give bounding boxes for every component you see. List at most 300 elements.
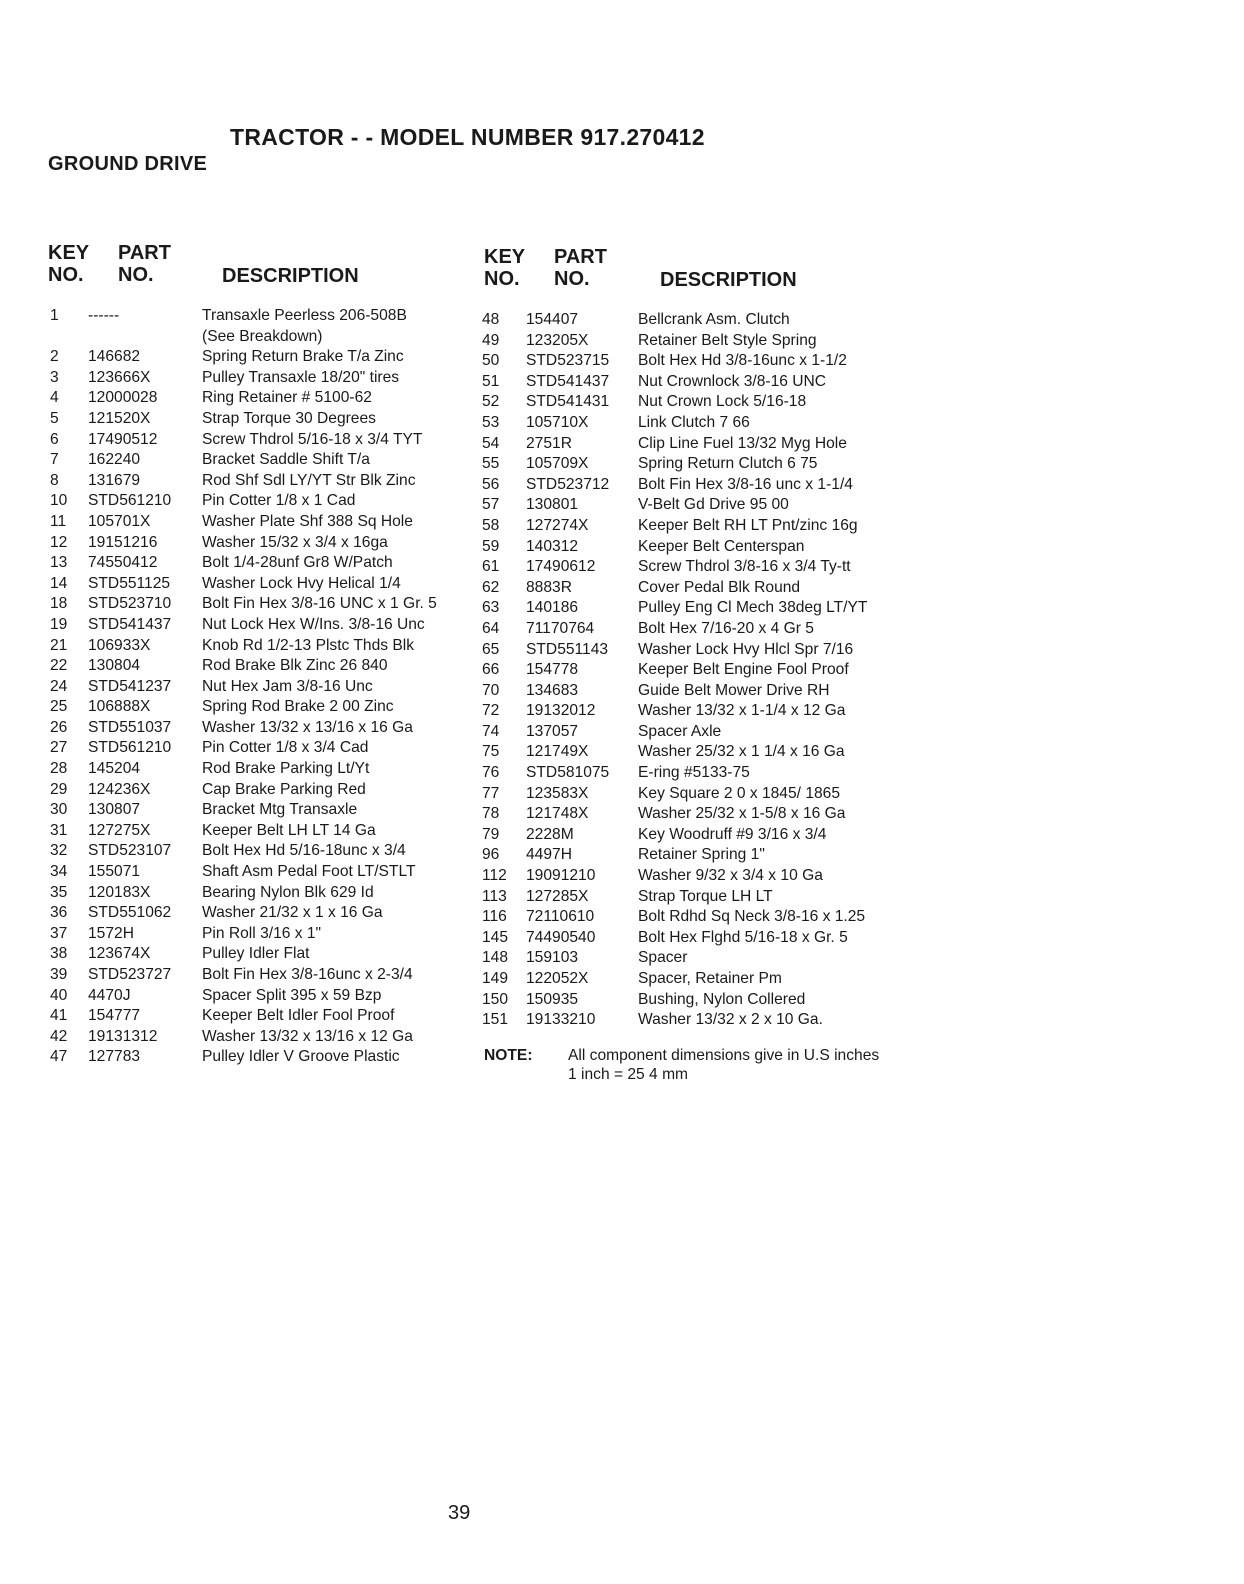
parts-row (44, 944, 464, 965)
part-description: Retainer Belt Style Spring (638, 331, 817, 349)
parts-row (44, 471, 464, 492)
parts-row (480, 845, 900, 866)
part-number: 150935 (526, 990, 579, 1008)
right-parts-list (480, 310, 900, 1031)
key-number: 58 (482, 516, 500, 534)
part-number: STD523727 (88, 966, 172, 983)
key-number: 39 (50, 966, 68, 983)
key-number: 53 (482, 413, 500, 431)
part-description: Knob Rd 1/2-13 Plstc Thds Blk (202, 636, 415, 654)
key-number: 5 (50, 409, 59, 427)
part-description: Pin Roll 3/16 x 1" (202, 924, 322, 942)
part-description: Cover Pedal Blk Round (638, 578, 801, 596)
parts-row (480, 825, 900, 846)
part-description: Screw Thdrol 5/16-18 x 3/4 TYT (202, 430, 423, 448)
key-number: 14 (50, 574, 68, 592)
part-number: STD551062 (88, 904, 172, 922)
key-number: 3 (50, 368, 59, 386)
part-description: Washer 13/32 x 1-1/4 x 12 Ga (638, 702, 846, 720)
parts-row (480, 681, 900, 702)
parts-row (44, 512, 464, 533)
part-description: Washer Plate Shf 388 Sq Hole (202, 512, 413, 530)
part-number: 124236X (88, 780, 151, 798)
part-description: Clip Line Fuel 13/32 Myg Hole (638, 434, 847, 452)
key-number: 78 (482, 805, 500, 823)
key-number: 48 (482, 311, 500, 328)
part-description: Transaxle Peerless 206-508B (202, 307, 407, 324)
left-key-header-line2: NO. (48, 264, 84, 286)
key-number: 79 (482, 825, 500, 843)
part-description: Washer 9/32 x 3/4 x 10 Ga (638, 867, 823, 885)
parts-row (44, 656, 464, 677)
key-number: 25 (50, 698, 68, 716)
part-description: Pulley Transaxle 18/20" tires (202, 368, 400, 386)
part-number: STD541431 (526, 393, 610, 411)
key-number: 72 (482, 702, 500, 720)
part-description: Key Woodruff #9 3/16 x 3/4 (638, 825, 827, 843)
key-number: 56 (482, 475, 500, 493)
parts-row (44, 759, 464, 780)
key-number: 65 (482, 640, 500, 658)
parts-row (480, 351, 900, 372)
part-description: Keeper Belt RH LT Pnt/zinc 16g (638, 516, 858, 534)
parts-row (44, 903, 464, 924)
part-description: Bolt Fin Hex 3/8-16unc x 2-3/4 (202, 966, 413, 983)
key-number: 62 (482, 578, 500, 596)
part-description: Pin Cotter 1/8 x 1 Cad (202, 492, 356, 510)
page-number: 39 (448, 1502, 471, 1524)
key-number: 49 (482, 331, 500, 349)
key-number: 148 (482, 949, 509, 967)
part-description: E-ring #5133-75 (638, 764, 750, 782)
parts-row (44, 574, 464, 595)
part-description: Rod Shf Sdl LY/YT Str Blk Zinc (202, 471, 416, 489)
key-number: 22 (50, 657, 68, 675)
key-number: 59 (482, 537, 500, 555)
key-number: 32 (50, 842, 68, 860)
key-number: 7 (50, 451, 59, 469)
parts-row (480, 763, 900, 784)
parts-row (480, 392, 900, 413)
part-number: 19132012 (526, 702, 596, 720)
note-text: All component dimensions give in U.S inches 1 inch = 25 4 mm (568, 1047, 880, 1083)
key-number: 151 (482, 1011, 509, 1029)
parts-row (44, 924, 464, 945)
key-number: 50 (482, 352, 500, 370)
parts-row (44, 327, 464, 348)
part-description: Spring Return Brake T/a Zinc (202, 348, 404, 366)
part-description: Bolt Hex 7/16-20 x 4 Gr 5 (638, 619, 814, 637)
part-number: 74550412 (88, 554, 158, 572)
part-number: 105701X (88, 512, 151, 530)
parts-row (44, 677, 464, 698)
key-number: 27 (50, 739, 68, 757)
key-number: 149 (482, 970, 509, 987)
part-number: 2751R (526, 434, 572, 452)
part-description: Pulley Eng Cl Mech 38deg LT/YT (638, 599, 868, 617)
part-number: 127783 (88, 1048, 141, 1066)
key-number: 116 (482, 908, 507, 926)
parts-row (44, 986, 464, 1007)
part-number: 4497H (526, 846, 572, 864)
part-description: Washer 15/32 x 3/4 x 16ga (202, 533, 388, 551)
part-description: Washer 25/32 x 1 1/4 x 16 Ga (638, 743, 845, 761)
key-number: 37 (50, 924, 68, 942)
part-description: Cap Brake Parking Red (202, 780, 366, 798)
parts-row (480, 516, 900, 537)
parts-row (44, 862, 464, 883)
right-key-header-line1: KEY (484, 246, 526, 268)
part-number: 121749X (526, 743, 589, 761)
part-description: Ring Retainer # 5100-62 (202, 389, 372, 407)
part-number: STD541437 (526, 372, 610, 390)
parts-row (44, 347, 464, 368)
part-description: Bolt Fin Hex 3/8-16 unc x 1-1/4 (638, 475, 853, 493)
key-number: 41 (50, 1007, 68, 1025)
part-description: Bolt 1/4-28unf Gr8 W/Patch (202, 554, 393, 572)
part-description: Nut Hex Jam 3/8-16 Unc (202, 677, 373, 695)
key-number: 54 (482, 434, 500, 452)
parts-row (480, 907, 900, 928)
parts-row (44, 1047, 464, 1068)
part-number: 140186 (526, 599, 579, 617)
part-number: 120183X (88, 883, 151, 901)
part-number: 12000028 (88, 389, 158, 407)
part-number: 106933X (88, 636, 151, 654)
part-description: Shaft Asm Pedal Foot LT/STLT (202, 863, 416, 881)
parts-row (480, 537, 900, 558)
parts-row (44, 1027, 464, 1048)
parts-row (44, 553, 464, 574)
part-number: 123583X (526, 784, 589, 802)
parts-row (480, 413, 900, 434)
right-key-header-line2: NO. (484, 268, 520, 290)
part-number: 154778 (526, 661, 579, 679)
part-number: 1572H (88, 924, 134, 942)
part-number: STD523712 (526, 475, 610, 493)
left-part-header-line1: PART (118, 242, 171, 264)
part-number: 131679 (88, 471, 141, 489)
key-number: 34 (50, 863, 68, 881)
part-description: Bushing, Nylon Collered (638, 990, 806, 1008)
parts-row (44, 533, 464, 554)
part-description: Washer Lock Hvy Helical 1/4 (202, 574, 401, 592)
key-number: 57 (482, 496, 500, 514)
part-number: 19091210 (526, 867, 596, 885)
parts-row (480, 495, 900, 516)
key-number: 96 (482, 846, 500, 864)
part-number: 154777 (88, 1007, 141, 1025)
parts-row (44, 780, 464, 801)
part-number: 105710X (526, 413, 589, 431)
part-description: Nut Lock Hex W/Ins. 3/8-16 Unc (202, 615, 425, 633)
part-number: STD551143 (526, 640, 609, 658)
parts-row (480, 804, 900, 825)
part-number: 106888X (88, 698, 151, 716)
key-number: 30 (50, 801, 68, 819)
part-number: 17490512 (88, 430, 158, 448)
parts-row (480, 722, 900, 743)
part-description: Nut Crown Lock 5/16-18 (638, 393, 807, 411)
key-number: 150 (482, 990, 509, 1008)
parts-row (44, 368, 464, 389)
part-description: Screw Thdrol 3/8-16 x 3/4 Ty-tt (638, 558, 851, 576)
parts-row (480, 784, 900, 805)
part-number: 145204 (88, 760, 141, 778)
part-description: Rod Brake Blk Zinc 26 840 (202, 657, 388, 675)
key-number: 112 (482, 867, 507, 885)
part-description: Washer 13/32 x 13/16 x 16 Ga (202, 718, 413, 736)
parts-row (480, 640, 900, 661)
part-number: 2228M (526, 825, 574, 843)
part-number: 137057 (526, 722, 579, 740)
part-number: 127274X (526, 516, 589, 534)
part-number: ------ (88, 307, 120, 324)
parts-row (44, 738, 464, 759)
key-number: 6 (50, 430, 59, 448)
part-description: Spacer Split 395 x 59 Bzp (202, 986, 382, 1004)
key-number: 77 (482, 784, 500, 802)
key-number: 36 (50, 904, 68, 922)
part-number: 72110610 (526, 908, 595, 926)
part-description: Bolt Hex Hd 3/8-16unc x 1-1/2 (638, 352, 847, 370)
part-number: STD541437 (88, 615, 172, 633)
parts-row (44, 491, 464, 512)
part-description: Washer 21/32 x 1 x 16 Ga (202, 904, 383, 922)
part-description: Strap Torque 30 Degrees (202, 409, 376, 427)
part-number: STD581075 (526, 764, 610, 782)
part-description: Key Square 2 0 x 1845/ 1865 (638, 784, 841, 802)
right-part-header-line2: NO. (554, 268, 590, 290)
part-description: V-Belt Gd Drive 95 00 (638, 496, 789, 514)
part-number: STD551037 (88, 718, 172, 736)
key-number: 42 (50, 1027, 68, 1045)
page-title: TRACTOR - - MODEL NUMBER 917.270412 (230, 124, 705, 150)
part-description: Pulley Idler Flat (202, 945, 310, 963)
parts-row (480, 701, 900, 722)
section-subtitle: GROUND DRIVE (48, 153, 208, 175)
key-number: 40 (50, 986, 68, 1004)
parts-row (480, 969, 900, 990)
part-number: 19131312 (88, 1027, 158, 1045)
parts-row (44, 615, 464, 636)
part-description: Spacer (638, 949, 688, 967)
part-number: 123674X (88, 945, 151, 963)
key-number: 63 (482, 599, 500, 617)
key-number: 38 (50, 945, 68, 963)
parts-row (480, 372, 900, 393)
key-number: 35 (50, 883, 68, 901)
key-number: 66 (482, 661, 500, 679)
part-description: Keeper Belt Idler Fool Proof (202, 1007, 395, 1025)
part-number: STD523107 (88, 842, 172, 860)
part-description: Spacer, Retainer Pm (638, 970, 782, 987)
key-number: 12 (50, 533, 68, 551)
part-description: Rod Brake Parking Lt/Yt (202, 760, 370, 778)
parts-row (44, 430, 464, 451)
part-description: Nut Crownlock 3/8-16 UNC (638, 372, 827, 390)
part-number: STD561210 (88, 492, 172, 510)
part-description: Bracket Saddle Shift T/a (202, 451, 370, 469)
parts-row (44, 450, 464, 471)
part-description: Pin Cotter 1/8 x 3/4 Cad (202, 739, 369, 757)
part-description: Washer 13/32 x 2 x 10 Ga. (638, 1011, 823, 1029)
part-number: 130804 (88, 657, 141, 675)
part-number: STD551125 (88, 574, 171, 592)
part-number: 127275X (88, 821, 151, 839)
key-number: 24 (50, 677, 68, 695)
key-number: 19 (50, 615, 68, 633)
part-description: Guide Belt Mower Drive RH (638, 681, 830, 699)
parts-row (480, 866, 900, 887)
key-number: 145 (482, 928, 509, 946)
part-description: Strap Torque LH LT (638, 887, 773, 905)
part-description: Washer 25/32 x 1-5/8 x 16 Ga (638, 805, 846, 823)
left-description-header: DESCRIPTION (222, 265, 359, 287)
parts-row (480, 557, 900, 578)
note-label: NOTE: (484, 1047, 533, 1064)
part-description: (See Breakdown) (202, 327, 323, 345)
parts-row (480, 310, 900, 331)
part-description: Retainer Spring 1" (638, 846, 765, 864)
part-description: Bellcrank Asm. Clutch (638, 311, 790, 328)
part-number: 123205X (526, 331, 589, 349)
part-description: Bearing Nylon Blk 629 Id (202, 883, 374, 901)
key-number: 11 (50, 512, 67, 530)
part-number: 74490540 (526, 928, 596, 946)
part-number: 159103 (526, 949, 579, 967)
part-description: Pulley Idler V Groove Plastic (202, 1048, 400, 1066)
parts-row (480, 660, 900, 681)
parts-row (44, 841, 464, 862)
key-number: 55 (482, 455, 500, 473)
parts-row (480, 928, 900, 949)
parts-row (44, 306, 464, 327)
part-number: 134683 (526, 681, 579, 699)
part-number: 155071 (88, 863, 141, 881)
parts-row (44, 697, 464, 718)
part-number: STD523710 (88, 595, 172, 613)
part-description: Spring Return Clutch 6 75 (638, 455, 818, 473)
part-number: 154407 (526, 311, 579, 328)
part-description: Bolt Hex Flghd 5/16-18 x Gr. 5 (638, 928, 848, 946)
parts-row (480, 578, 900, 599)
part-number: 105709X (526, 455, 589, 473)
part-number: 130807 (88, 801, 141, 819)
key-number: 75 (482, 743, 500, 761)
key-number: 31 (50, 821, 68, 839)
part-number: STD561210 (88, 739, 172, 757)
part-number: 71170764 (526, 619, 595, 637)
parts-row (44, 800, 464, 821)
right-part-header-line1: PART (554, 246, 607, 268)
key-number: 18 (50, 595, 68, 613)
part-description: Bracket Mtg Transaxle (202, 801, 358, 819)
parts-row (44, 821, 464, 842)
part-number: STD541237 (88, 677, 172, 695)
key-number: 74 (482, 722, 500, 740)
parts-row (44, 636, 464, 657)
key-number: 47 (50, 1048, 68, 1066)
parts-row (480, 598, 900, 619)
part-description: Link Clutch 7 66 (638, 413, 750, 431)
key-number: 2 (50, 348, 59, 366)
part-description: Washer 13/32 x 13/16 x 12 Ga (202, 1027, 413, 1045)
parts-row (44, 883, 464, 904)
part-description: Bolt Fin Hex 3/8-16 UNC x 1 Gr. 5 (202, 595, 437, 613)
key-number: 26 (50, 718, 68, 736)
right-description-header: DESCRIPTION (660, 269, 797, 291)
part-number: 19151216 (88, 533, 158, 551)
parts-row (44, 1006, 464, 1027)
parts-row (480, 742, 900, 763)
part-description: Spacer Axle (638, 722, 722, 740)
parts-row (44, 388, 464, 409)
parts-row (44, 718, 464, 739)
part-description: Bolt Hex Hd 5/16-18unc x 3/4 (202, 842, 406, 860)
parts-row (480, 619, 900, 640)
key-number: 51 (482, 372, 500, 390)
part-number: 127285X (526, 887, 589, 905)
part-description: Keeper Belt LH LT 14 Ga (202, 821, 376, 839)
part-number: 140312 (526, 537, 579, 555)
parts-row (480, 1010, 900, 1031)
key-number: 28 (50, 760, 68, 778)
part-number: 19133210 (526, 1011, 596, 1029)
left-part-header-line2: NO. (118, 264, 154, 286)
key-number: 4 (50, 389, 59, 407)
key-number: 13 (50, 554, 68, 572)
part-number: 130801 (526, 496, 579, 514)
part-description: Bolt Rdhd Sq Neck 3/8-16 x 1.25 (638, 908, 866, 926)
parts-row (480, 948, 900, 969)
key-number: 76 (482, 764, 500, 782)
part-description: Washer Lock Hvy Hlcl Spr 7/16 (638, 640, 854, 658)
part-number: 121520X (88, 409, 151, 427)
key-number: 29 (50, 780, 68, 798)
part-number: 17490612 (526, 558, 596, 576)
parts-row (44, 409, 464, 430)
part-number: 121748X (526, 805, 589, 823)
parts-row (480, 331, 900, 352)
left-parts-list (44, 306, 464, 1068)
part-number: 146682 (88, 348, 141, 366)
key-number: 10 (50, 492, 68, 510)
parts-row (480, 887, 900, 908)
part-number: 123666X (88, 368, 151, 386)
part-number: 4470J (88, 986, 131, 1004)
part-description: Keeper Belt Centerspan (638, 537, 805, 555)
parts-row (480, 475, 900, 496)
key-number: 113 (482, 887, 507, 905)
key-number: 64 (482, 619, 500, 637)
key-number: 8 (50, 471, 59, 489)
parts-row (44, 965, 464, 986)
part-number: 122052X (526, 970, 589, 987)
part-description: Keeper Belt Engine Fool Proof (638, 661, 849, 679)
part-number: 162240 (88, 451, 141, 469)
part-number: 8883R (526, 578, 572, 596)
part-description: Spring Rod Brake 2 00 Zinc (202, 698, 394, 716)
left-key-header-line1: KEY (48, 242, 90, 264)
key-number: 70 (482, 681, 500, 699)
key-number: 52 (482, 393, 500, 411)
key-number: 21 (50, 636, 68, 654)
parts-row (480, 990, 900, 1011)
parts-row (480, 454, 900, 475)
parts-row (44, 594, 464, 615)
key-number: 1 (50, 307, 59, 324)
